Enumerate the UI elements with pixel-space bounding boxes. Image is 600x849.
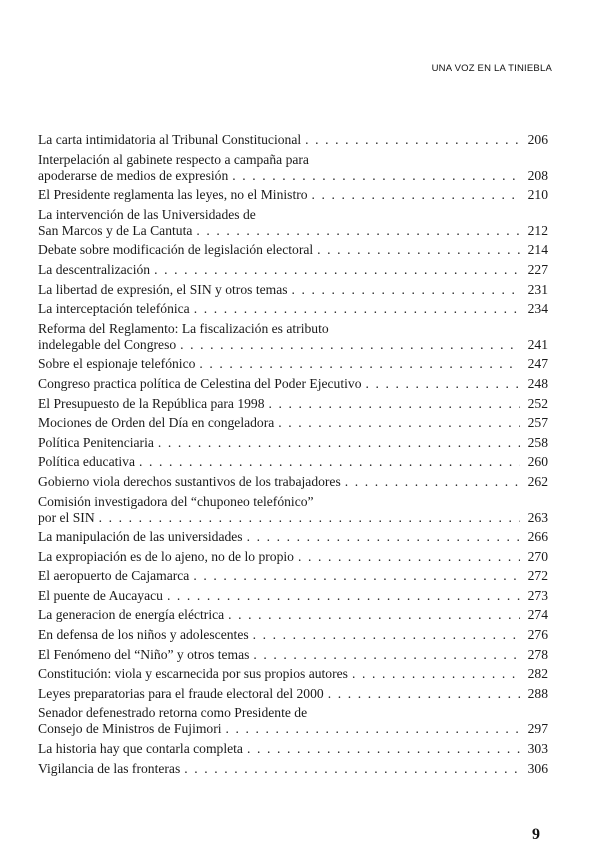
toc-page-number: 227	[527, 261, 548, 277]
toc-entry-title: La intervención de las Universidades de	[38, 206, 256, 222]
toc-entry	[38, 607, 548, 623]
toc-entry-line	[38, 435, 548, 451]
toc-entry-title: Política Penitenciaria	[38, 434, 154, 450]
toc-entry-line	[38, 588, 548, 604]
toc-entry	[38, 415, 548, 431]
toc-page-number: 206	[527, 132, 548, 147]
toc-page-number: 306	[527, 760, 548, 776]
dot-leader	[247, 529, 520, 545]
toc-entry-line	[38, 741, 548, 757]
toc-entry-title: Gobierno viola derechos sustantivos de los trabajadores	[38, 473, 341, 489]
toc-entry-title: indelegable del Congreso	[38, 336, 177, 352]
toc-entry-line	[38, 321, 548, 337]
toc-entry-title: Sobre el espionaje telefónico	[38, 356, 196, 372]
dot-leader	[253, 627, 520, 643]
toc-entry-line	[38, 549, 548, 565]
toc-entry	[38, 207, 548, 239]
toc-page-number: 208	[527, 167, 548, 183]
toc-page-number: 278	[527, 646, 548, 662]
toc-entry-line	[38, 356, 548, 372]
toc-entry-line	[38, 396, 548, 412]
toc-entry	[38, 627, 548, 643]
toc-page-number: 273	[527, 587, 548, 603]
toc-page-number: 266	[527, 529, 548, 545]
toc-entry-title: Mociones de Orden del Día en congeladora	[38, 415, 275, 431]
toc-entry	[38, 301, 548, 317]
running-title: UNA VOZ EN LA TINIEBLA	[431, 63, 552, 74]
dot-leader	[278, 415, 520, 431]
toc-entry-line	[38, 627, 548, 643]
toc-entry	[38, 474, 548, 490]
toc-entry-line	[38, 647, 548, 663]
toc-entry-line	[38, 223, 548, 239]
toc-entry-line	[38, 242, 548, 258]
toc-entry-title: por el SIN	[38, 509, 95, 525]
toc-entry	[38, 262, 548, 278]
toc-page-number: 263	[527, 509, 548, 525]
toc-entry	[38, 321, 548, 353]
toc-entry	[38, 549, 548, 565]
toc-entry-title: El puente de Aucayacu	[38, 587, 163, 603]
toc-entry-title: La expropiación es de lo ajeno, no de lo propio	[38, 548, 294, 564]
toc-entry-title: La libertad de expresión, el SIN y otros temas	[38, 281, 288, 297]
toc-page-number: 272	[527, 568, 548, 584]
toc-entry-line	[38, 282, 548, 298]
toc-entry-title: Reforma del Reglamento: La fiscalización es atributo	[38, 320, 329, 336]
toc-entry	[38, 396, 548, 412]
dot-leader	[158, 435, 520, 451]
toc-entry	[38, 152, 548, 184]
toc-page-number: 270	[527, 548, 548, 564]
dot-leader	[99, 510, 520, 526]
dot-leader	[352, 666, 520, 682]
dot-leader	[232, 168, 520, 184]
toc-entry-line	[38, 666, 548, 682]
toc-page-number: 210	[527, 187, 548, 203]
dot-leader	[139, 454, 520, 470]
toc-entry-line	[38, 607, 548, 623]
toc-entry-line	[38, 152, 548, 168]
toc-entry-title: En defensa de los niños y adolescentes	[38, 627, 249, 643]
toc-entry-title: La historia hay que contarla completa	[38, 741, 243, 757]
toc-entry-title: Consejo de Ministros de Fujimori	[38, 721, 222, 737]
toc-entry-title: El Fenómeno del “Niño” y otros temas	[38, 646, 250, 662]
toc-page-number: 247	[527, 356, 548, 372]
toc-entry-line	[38, 705, 548, 721]
toc-entry	[38, 529, 548, 545]
toc-entry	[38, 242, 548, 258]
toc-entry	[38, 686, 548, 702]
dot-leader	[317, 242, 520, 258]
dot-leader	[193, 568, 520, 584]
dot-leader	[180, 337, 520, 353]
toc-entry-line	[38, 168, 548, 184]
toc-entry-line	[38, 454, 548, 470]
toc-page-number: 252	[527, 395, 548, 411]
toc-entry-title: apoderarse de medios de expresión	[38, 167, 229, 183]
toc-page-number: 258	[527, 434, 548, 450]
dot-leader	[298, 549, 520, 565]
toc-page-number: 231	[527, 281, 548, 297]
toc-entry-title: Senador defenestrado retorna como Presidente de	[38, 705, 308, 721]
toc-entry-line	[38, 510, 548, 526]
toc-page-number: 297	[527, 721, 548, 737]
dot-leader	[196, 223, 520, 239]
dot-leader	[184, 761, 520, 777]
toc-entry-title: El Presidente reglamenta las leyes, no el Ministro	[38, 187, 308, 203]
toc-entry	[38, 647, 548, 663]
toc-entry	[38, 705, 548, 737]
toc-entry-line	[38, 686, 548, 702]
dot-leader	[328, 686, 520, 702]
toc-page-number: 214	[527, 242, 548, 258]
toc-entry-title: Congreso practica política de Celestina del Poder Ejecutivo	[38, 375, 362, 391]
toc-page-number: 234	[527, 301, 548, 317]
toc-entry-line	[38, 721, 548, 737]
toc-entry	[38, 356, 548, 372]
toc-entry-title: Interpelación al gabinete respecto a campaña para	[38, 151, 309, 167]
toc-page-number: 276	[527, 627, 548, 643]
toc-entry-title: Vigilancia de las fronteras	[38, 760, 181, 776]
toc-entry-line	[38, 568, 548, 584]
toc-page-number: 262	[527, 473, 548, 489]
toc-entry	[38, 741, 548, 757]
toc-entry-title: Comisión investigadora del “chuponeo telefónico”	[38, 493, 314, 509]
dot-leader	[194, 301, 520, 317]
dot-leader	[269, 396, 520, 412]
toc-entry-title: Constitución: viola y escarnecida por sus propios autores	[38, 666, 348, 682]
toc-entry-title: La carta intimidatoria al Tribunal Constitucional	[38, 132, 302, 147]
dot-leader	[292, 282, 520, 298]
toc-entry	[38, 376, 548, 392]
toc-entry	[38, 568, 548, 584]
toc-entry-title: El Presupuesto de la República para 1998	[38, 395, 265, 411]
toc-entry-line	[38, 415, 548, 431]
toc-entry-title: La generacion de energía eléctrica	[38, 607, 225, 623]
table-of-contents	[38, 132, 548, 780]
toc-entry-title: San Marcos y de La Cantuta	[38, 222, 193, 238]
dot-leader	[167, 588, 520, 604]
toc-entry	[38, 494, 548, 526]
toc-entry-line	[38, 761, 548, 777]
dot-leader	[305, 132, 520, 148]
toc-entry	[38, 435, 548, 451]
toc-page-number: 241	[527, 336, 548, 352]
page-number: 9	[532, 826, 540, 843]
dot-leader	[247, 741, 520, 757]
toc-entry	[38, 454, 548, 470]
toc-entry-title: Política educativa	[38, 454, 136, 470]
toc-entry-line	[38, 207, 548, 223]
toc-entry-line	[38, 132, 548, 148]
toc-entry-title: El aeropuerto de Cajamarca	[38, 568, 190, 584]
toc-entry-line	[38, 187, 548, 203]
toc-entry	[38, 666, 548, 682]
toc-entry	[38, 282, 548, 298]
toc-entry-title: Leyes preparatorias para el fraude electoral del 2000	[38, 685, 324, 701]
toc-page-number: 212	[527, 222, 548, 238]
dot-leader	[154, 262, 520, 278]
toc-entry	[38, 761, 548, 777]
dot-leader	[228, 607, 520, 623]
toc-page-number: 274	[527, 607, 548, 623]
toc-entry	[38, 132, 548, 148]
dot-leader	[366, 376, 520, 392]
toc-entry-line	[38, 529, 548, 545]
toc-entry-line	[38, 301, 548, 317]
toc-entry-line	[38, 262, 548, 278]
toc-entry-title: La interceptación telefónica	[38, 301, 190, 317]
toc-page-number: 282	[527, 666, 548, 682]
dot-leader	[199, 356, 520, 372]
toc-page-number: 288	[527, 685, 548, 701]
toc-page-number: 257	[527, 415, 548, 431]
toc-entry-title: La manipulación de las universidades	[38, 529, 243, 545]
toc-entry-line	[38, 494, 548, 510]
dot-leader	[226, 721, 520, 737]
toc-page-number: 303	[527, 741, 548, 757]
dot-leader	[253, 647, 520, 663]
toc-page-number: 248	[527, 375, 548, 391]
dot-leader	[345, 474, 520, 490]
toc-entry	[38, 187, 548, 203]
toc-entry-title: Debate sobre modificación de legislación electoral	[38, 242, 314, 258]
toc-entry-line	[38, 337, 548, 353]
toc-entry-line	[38, 376, 548, 392]
toc-entry-title: La descentralización	[38, 261, 151, 277]
toc-entry	[38, 588, 548, 604]
toc-page-number: 260	[527, 454, 548, 470]
dot-leader	[312, 187, 520, 203]
toc-entry-line	[38, 474, 548, 490]
